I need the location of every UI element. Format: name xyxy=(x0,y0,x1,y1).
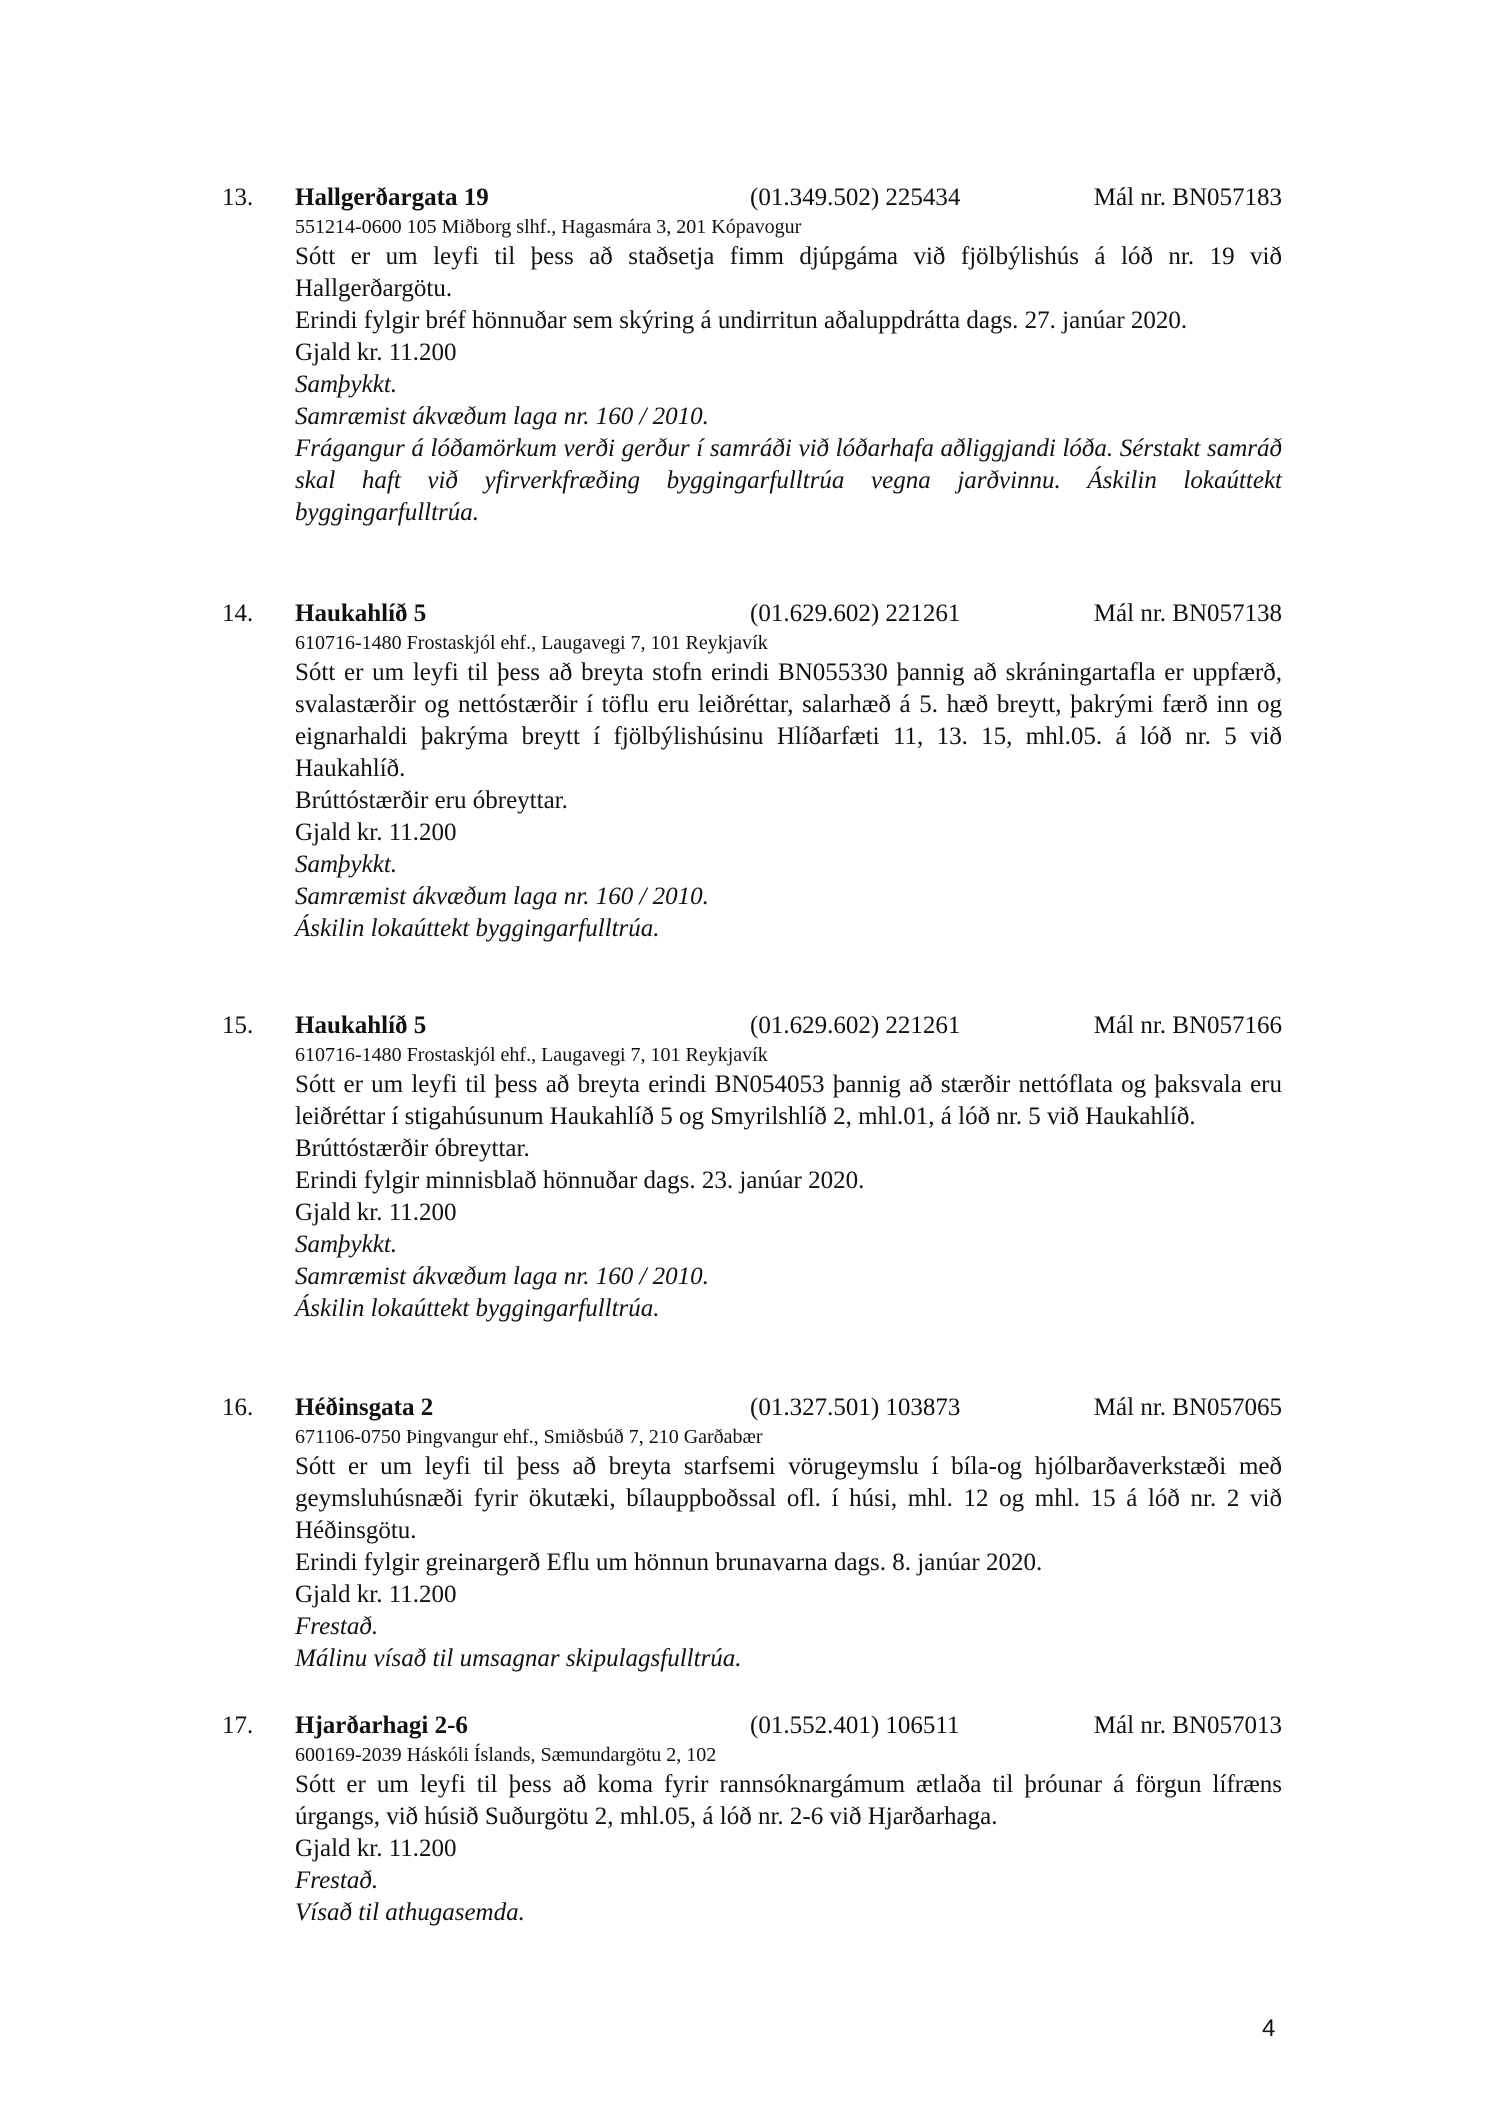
description-text: Sótt er um leyfi til þess að koma fyrir rannsóknargámum ætlaða til þróunar á förgun lífræns úrgangs, við húsið Suðurgötu 2, mhl.05, á lóð nr. 2-6 við Hjarðarhaga. xyxy=(295,1771,1282,1830)
case-number: Mál nr. BN057013 xyxy=(1093,1712,1282,1739)
entry-number: 14. xyxy=(222,600,254,627)
decision-text: Vísað til athugasemda. xyxy=(295,1899,525,1926)
case-number: Mál nr. BN057166 xyxy=(1093,1012,1282,1039)
entry-address: Haukahlíð 5 xyxy=(295,1012,427,1039)
case-number: Mál nr. BN057138 xyxy=(1093,600,1282,627)
case-number: Mál nr. BN057065 xyxy=(1093,1394,1282,1421)
description-text: Sótt er um leyfi til þess að breyta erindi BN054053 þannig að stærðir nettóflata og þaksvala eru leiðréttar í stigahúsunum Haukahlíð 5 og Smyrilshlíð 2, mhl.01, á lóð nr. 5 við Haukahlíð. xyxy=(295,1071,1282,1130)
land-number: (01.349.502) 225434 xyxy=(750,184,961,211)
description-text: Sótt er um leyfi til þess að breyta starfsemi vörugeymslu í bíla-og hjólbarðaverkstæði með geymsluhúsnæði fyrir ökutæki, bílauppboðssal ofl. í húsi, mhl. 12 og mhl. 15 á lóð nr. 2 við Héðinsgötu. xyxy=(295,1453,1282,1544)
description-text: Sótt er um leyfi til þess að staðsetja fimm djúpgáma við fjölbýlishús á lóð nr. 19 við Hallgerðargötu. xyxy=(295,243,1282,302)
fee-text: Gjald kr. 11.200 xyxy=(295,819,457,846)
land-number: (01.552.401) 106511 xyxy=(750,1712,960,1739)
land-number: (01.629.602) 221261 xyxy=(750,1012,961,1039)
decision-text: Frágangur á lóðamörkum verði gerður í samráði við lóðarhafa aðliggjandi lóða. Sérstakt samráð skal haft við yfirverkfræðing byggingarfulltrúa vegna jarðvinnu. Áskilin lokaúttekt byggingarfulltrúa. xyxy=(295,435,1282,526)
land-number: (01.629.602) 221261 xyxy=(750,600,961,627)
decision-text: Samþykkt. xyxy=(295,851,398,878)
decision-text: Málinu vísað til umsagnar skipulagsfulltrúa. xyxy=(295,1645,742,1672)
applicant: 600169-2039 Háskóli Íslands, Sæmundargötu 2, 102 xyxy=(295,1744,717,1766)
case-entry xyxy=(222,182,1282,529)
decision-text: Samþykkt. xyxy=(295,1231,398,1258)
fee-text: Gjald kr. 11.200 xyxy=(295,1835,457,1862)
decision-text: Áskilin lokaúttekt byggingarfulltrúa. xyxy=(295,915,660,942)
description-text: Sótt er um leyfi til þess að breyta stofn erindi BN055330 þannig að skráningartafla er uppfærð, svalastærðir og nettóstærðir í töflu eru leiðréttar, salarhæð á 5. hæð breytt, þakrými færð inn og eignarhaldi þakrýma breytt í fjölbýlishúsinu Hlíðarfæti 11, 13. 15, mhl.05. á lóð nr. 5 við Haukahlíð. xyxy=(295,659,1282,782)
entry-header xyxy=(222,598,1282,630)
description-text: Erindi fylgir greinargerð Eflu um hönnun brunavarna dags. 8. janúar 2020. xyxy=(295,1549,1043,1576)
entry-address: Hjarðarhagi 2-6 xyxy=(295,1712,468,1739)
description-text: Erindi fylgir minnisblað hönnuðar dags. 23. janúar 2020. xyxy=(295,1167,865,1194)
decision-text: Samræmist ákvæðum laga nr. 160 / 2010. xyxy=(295,403,709,430)
case-entry xyxy=(222,1010,1282,1325)
applicant: 551214-0600 105 Miðborg slhf., Hagasmára 3, 201 Kópavogur xyxy=(295,216,802,238)
entry-header xyxy=(222,1010,1282,1042)
entry-number: 16. xyxy=(222,1394,254,1421)
decision-text: Samræmist ákvæðum laga nr. 160 / 2010. xyxy=(295,1263,709,1290)
case-entry xyxy=(222,1710,1282,1929)
entry-number: 17. xyxy=(222,1712,254,1739)
entry-address: Haukahlíð 5 xyxy=(295,600,427,627)
decision-text: Samræmist ákvæðum laga nr. 160 / 2010. xyxy=(295,883,709,910)
description-text: Brúttóstærðir eru óbreyttar. xyxy=(295,787,568,814)
decision-text: Áskilin lokaúttekt byggingarfulltrúa. xyxy=(295,1295,660,1322)
entry-address: Hallgerðargata 19 xyxy=(295,184,489,211)
decision-text: Samþykkt. xyxy=(295,371,398,398)
applicant: 610716-1480 Frostaskjól ehf., Laugavegi 7, 101 Reykjavík xyxy=(295,632,768,654)
decision-text: Frestað. xyxy=(295,1613,379,1640)
land-number: (01.327.501) 103873 xyxy=(750,1394,961,1421)
fee-text: Gjald kr. 11.200 xyxy=(295,339,457,366)
applicant: 671106-0750 Þingvangur ehf., Smiðsbúð 7, 210 Garðabær xyxy=(295,1426,763,1448)
applicant: 610716-1480 Frostaskjól ehf., Laugavegi 7, 101 Reykjavík xyxy=(295,1044,768,1066)
entry-header xyxy=(222,1392,1282,1424)
case-entry xyxy=(222,598,1282,945)
entry-number: 15. xyxy=(222,1012,254,1039)
entry-number: 13. xyxy=(222,184,254,211)
description-text: Erindi fylgir bréf hönnuðar sem skýring á undirritun aðaluppdrátta dags. 27. janúar 2020. xyxy=(295,307,1188,334)
description-text: Brúttóstærðir óbreyttar. xyxy=(295,1135,530,1162)
decision-text: Frestað. xyxy=(295,1867,379,1894)
case-entry xyxy=(222,1392,1282,1675)
case-number: Mál nr. BN057183 xyxy=(1093,184,1282,211)
fee-text: Gjald kr. 11.200 xyxy=(295,1199,457,1226)
entry-header xyxy=(222,1710,1282,1742)
page-number: 4 xyxy=(1262,2015,1276,2042)
fee-text: Gjald kr. 11.200 xyxy=(295,1581,457,1608)
entry-header xyxy=(222,182,1282,214)
entry-address: Héðinsgata 2 xyxy=(295,1394,434,1421)
